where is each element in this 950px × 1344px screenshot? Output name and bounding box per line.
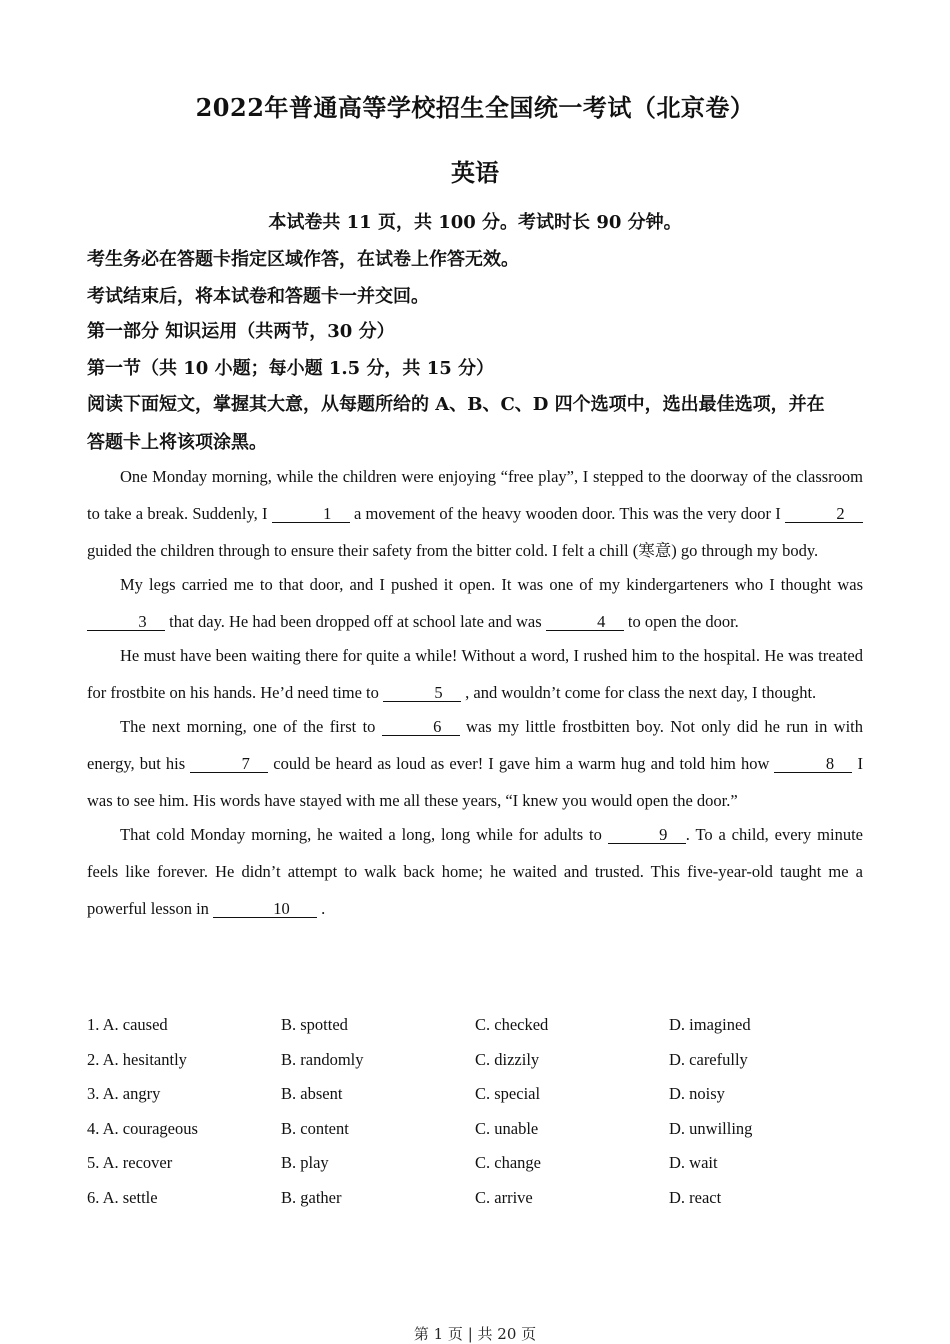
blank-9: 9 xyxy=(608,826,686,844)
option-d: D. react xyxy=(669,1187,722,1207)
blank-8: 8 xyxy=(774,755,852,773)
option-d: D. carefully xyxy=(669,1049,748,1069)
text-segment: was my little frostbitten boy. Not only did he run in with energy, but his xyxy=(87,717,863,773)
text-segment: One Monday morning, while the children were enjoying “free play”, I stepped to the doorway of the classroom to take a break. Suddenly, I xyxy=(87,467,863,523)
text-segment: I was to see him. His words have stayed with me all these years, “I knew you would open the door.” xyxy=(87,754,863,810)
option-c: C. unable xyxy=(475,1118,539,1138)
answer-options xyxy=(87,1008,867,1215)
option-c: C. special xyxy=(475,1084,541,1104)
option-d: D. imagined xyxy=(669,1015,751,1035)
section-heading: 第一节（共 10 小题；每小题 1.5 分，共 15 分） xyxy=(87,358,495,379)
paragraph-3 xyxy=(87,637,863,711)
text-segment: guided the children through to ensure their safety from the bitter cold. I felt a chill (寒意) go through my body. xyxy=(87,541,819,560)
question-row xyxy=(87,1008,867,1043)
paragraph-5 xyxy=(87,816,863,927)
paragraph-4 xyxy=(87,708,863,819)
paragraph-2 xyxy=(87,566,863,640)
option-b: B. gather xyxy=(281,1187,342,1207)
question-row xyxy=(87,1077,867,1112)
text-segment: to open the door. xyxy=(623,612,739,631)
instruction-line-2: 考试结束后，将本试卷和答题卡一并交回。 xyxy=(87,286,429,307)
exam-subject: 英语 xyxy=(451,158,499,187)
option-a: 5. A. recover xyxy=(87,1153,173,1173)
instruction-line-1: 考生务必在答题卡指定区域作答，在试卷上作答无效。 xyxy=(87,249,519,270)
option-b: B. randomly xyxy=(281,1049,364,1069)
option-b: B. spotted xyxy=(281,1015,348,1035)
exam-info: 本试卷共 11 页，共 100 分。考试时长 90 分钟。 xyxy=(268,212,682,233)
option-c: C. change xyxy=(475,1153,541,1173)
question-row xyxy=(87,1146,867,1181)
option-b: B. content xyxy=(281,1118,349,1138)
blank-7: 7 xyxy=(190,755,268,773)
question-row xyxy=(87,1181,867,1216)
option-d: D. noisy xyxy=(669,1084,725,1104)
blank-10: 10 xyxy=(213,900,317,918)
blank-5: 5 xyxy=(383,684,461,702)
option-d: D. unwilling xyxy=(669,1118,753,1138)
text-segment: could be heard as loud as ever! I gave him a warm hug and told him how xyxy=(268,754,775,773)
blank-3: 3 xyxy=(87,613,165,631)
option-c: C. dizzily xyxy=(475,1049,540,1069)
text-segment: , and wouldn’t come for class the next day, I thought. xyxy=(461,683,817,702)
option-c: C. checked xyxy=(475,1015,549,1035)
text-segment: That cold Monday morning, he waited a long, long while for adults to xyxy=(120,825,608,844)
text-segment: that day. He had been dropped off at school late and was xyxy=(165,612,546,631)
text-segment: The next morning, one of the first to xyxy=(120,717,382,736)
blank-4: 4 xyxy=(546,613,624,631)
option-a: 1. A. caused xyxy=(87,1015,168,1035)
option-a: 3. A. angry xyxy=(87,1084,161,1104)
option-b: B. absent xyxy=(281,1084,343,1104)
option-b: B. play xyxy=(281,1153,329,1173)
option-a: 4. A. courageous xyxy=(87,1118,198,1138)
option-d: D. wait xyxy=(669,1153,718,1173)
question-row xyxy=(87,1112,867,1147)
blank-2: 2 xyxy=(785,505,863,523)
text-segment: He must have been waiting there for quite a while! Without a word, I rushed him to the hospital. He was treated for frostbite on his hands. He’d need time to xyxy=(87,646,863,702)
paragraph-1 xyxy=(87,458,863,569)
blank-1: 1 xyxy=(272,505,350,523)
option-c: C. arrive xyxy=(475,1187,533,1207)
directions-line-1: 阅读下面短文，掌握其大意，从每题所给的 A、B、C、D 四个选项中，选出最佳选项，并在 xyxy=(87,394,825,415)
exam-title: 2022年普通高等学校招生全国统一考试（北京卷） xyxy=(195,93,755,122)
option-a: 6. A. settle xyxy=(87,1187,158,1207)
option-a: 2. A. hesitantly xyxy=(87,1049,187,1069)
text-segment: . xyxy=(317,899,326,918)
page-footer: 第 1 页 | 共 20 页 xyxy=(413,1325,537,1343)
text-segment: a movement of the heavy wooden door. This was the very door I xyxy=(349,504,785,523)
text-segment: My legs carried me to that door, and I pushed it open. It was one of my kindergarteners who I thought was xyxy=(120,575,863,594)
blank-6: 6 xyxy=(382,718,460,736)
cloze-passage xyxy=(87,458,863,924)
question-row xyxy=(87,1043,867,1078)
text-segment: . To a child, every minute feels like forever. He didn’t attempt to walk back home; he waited and trusted. This five-year-old taught me a powerful lesson in xyxy=(87,825,863,918)
directions-line-2: 答题卡上将该项涂黑。 xyxy=(87,432,267,453)
part-heading: 第一部分 知识运用（共两节，30 分） xyxy=(87,321,395,342)
